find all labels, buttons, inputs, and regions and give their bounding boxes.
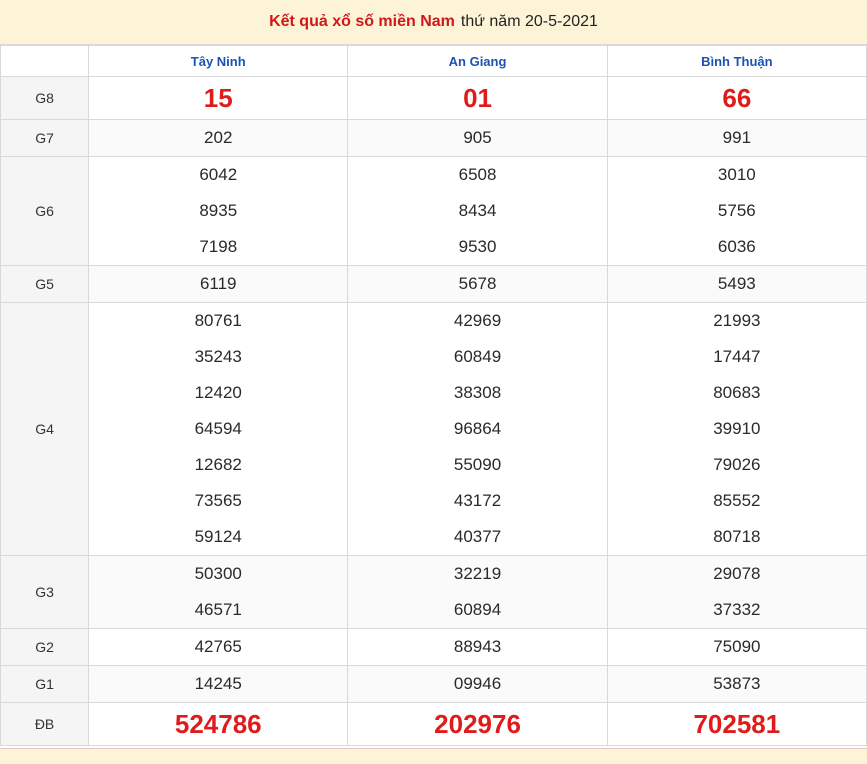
result-cell	[607, 303, 866, 556]
table-row	[1, 703, 867, 746]
result-cell	[89, 77, 348, 120]
prize-label: G5	[1, 266, 89, 303]
result-number: 202	[204, 128, 233, 147]
result-number: 8434	[458, 201, 497, 220]
result-cell	[89, 157, 348, 266]
result-cell	[607, 157, 866, 266]
footer-strip	[0, 748, 867, 764]
result-cell	[89, 556, 348, 629]
result-number: 5678	[458, 274, 497, 293]
table-body	[1, 77, 867, 746]
result-number: 32219	[453, 564, 502, 583]
page-title: Kết quả xổ số miền Nam	[269, 13, 455, 30]
result-cell	[348, 629, 607, 666]
result-number: 12682	[194, 455, 242, 474]
result-number: 80761	[194, 311, 242, 330]
result-cell	[348, 303, 607, 556]
result-number: 3010	[717, 165, 756, 184]
result-number: 55090	[453, 455, 502, 474]
result-number: 96864	[453, 419, 502, 438]
prize-label: G7	[1, 120, 89, 157]
result-cell	[607, 266, 866, 303]
result-number: 5756	[717, 201, 756, 220]
result-cell	[348, 556, 607, 629]
result-number: 7198	[199, 237, 238, 256]
result-number: 21993	[713, 311, 761, 330]
prize-label: G6	[1, 157, 89, 266]
table-row	[1, 556, 867, 629]
table-row	[1, 157, 867, 266]
result-number: 29078	[713, 564, 761, 583]
result-cell	[89, 666, 348, 703]
result-number: 42765	[194, 637, 242, 656]
result-number: 43172	[453, 491, 502, 510]
result-cell	[607, 703, 866, 746]
result-number: 79026	[713, 455, 761, 474]
result-number: 202976	[434, 709, 521, 739]
result-number: 6036	[717, 237, 756, 256]
result-cell	[607, 666, 866, 703]
result-cell	[89, 120, 348, 157]
result-number: 53873	[713, 674, 761, 693]
result-number: 15	[203, 83, 233, 113]
result-number: 905	[463, 128, 492, 147]
page-subtitle: thứ năm 20-5-2021	[460, 13, 598, 30]
result-number: 38308	[453, 383, 502, 402]
result-number: 60849	[453, 347, 502, 366]
result-number: 80683	[713, 383, 761, 402]
result-number: 60894	[453, 600, 502, 619]
table-head	[1, 46, 867, 77]
result-cell	[607, 629, 866, 666]
table-row	[1, 666, 867, 703]
result-cell	[89, 266, 348, 303]
row-label-header	[1, 46, 89, 77]
prize-label: G2	[1, 629, 89, 666]
result-number: 39910	[713, 419, 761, 438]
result-number: 64594	[194, 419, 242, 438]
province-header-2[interactable]: Bình Thuận	[607, 46, 866, 77]
result-cell	[607, 77, 866, 120]
result-number: 80718	[713, 527, 761, 546]
result-number: 59124	[194, 527, 242, 546]
result-cell	[89, 629, 348, 666]
result-number: 991	[722, 128, 752, 147]
result-number: 9530	[458, 237, 497, 256]
result-number: 5493	[717, 274, 756, 293]
result-cell	[348, 703, 607, 746]
table-row	[1, 629, 867, 666]
result-cell	[348, 266, 607, 303]
table-row	[1, 120, 867, 157]
result-number: 17447	[713, 347, 761, 366]
result-cell	[348, 666, 607, 703]
result-number: 75090	[713, 637, 761, 656]
result-number: 37332	[713, 600, 761, 619]
result-number: 09946	[453, 674, 502, 693]
result-cell	[607, 556, 866, 629]
result-cell	[89, 703, 348, 746]
result-cell	[348, 120, 607, 157]
result-number: 50300	[194, 564, 242, 583]
prize-label: G8	[1, 77, 89, 120]
province-header-0[interactable]: Tây Ninh	[89, 46, 348, 77]
table-row	[1, 266, 867, 303]
result-number: 42969	[453, 311, 502, 330]
prize-label: G1	[1, 666, 89, 703]
result-number: 85552	[713, 491, 761, 510]
prize-label: G4	[1, 303, 89, 556]
result-cell	[607, 120, 866, 157]
result-number: 01	[463, 83, 492, 113]
page-header	[0, 0, 867, 45]
result-number: 6042	[199, 165, 238, 184]
result-number: 35243	[194, 347, 242, 366]
province-header-1[interactable]: An Giang	[348, 46, 607, 77]
results-table	[0, 45, 867, 746]
result-number: 73565	[194, 491, 242, 510]
result-cell	[348, 157, 607, 266]
result-number: 46571	[194, 600, 242, 619]
result-number: 88943	[453, 637, 502, 656]
result-number: 524786	[174, 709, 262, 739]
result-number: 8935	[199, 201, 238, 220]
prize-label: ĐB	[1, 703, 89, 746]
result-cell	[89, 303, 348, 556]
table-row	[1, 77, 867, 120]
result-number: 6508	[458, 165, 497, 184]
result-number: 66	[722, 83, 752, 113]
result-number: 702581	[693, 709, 781, 739]
result-number: 14245	[194, 674, 242, 693]
prize-label: G3	[1, 556, 89, 629]
table-row	[1, 303, 867, 556]
result-number: 40377	[453, 527, 502, 546]
result-number: 12420	[194, 383, 242, 402]
result-cell	[348, 77, 607, 120]
result-number: 6119	[199, 274, 237, 293]
table-header-row	[1, 46, 867, 77]
